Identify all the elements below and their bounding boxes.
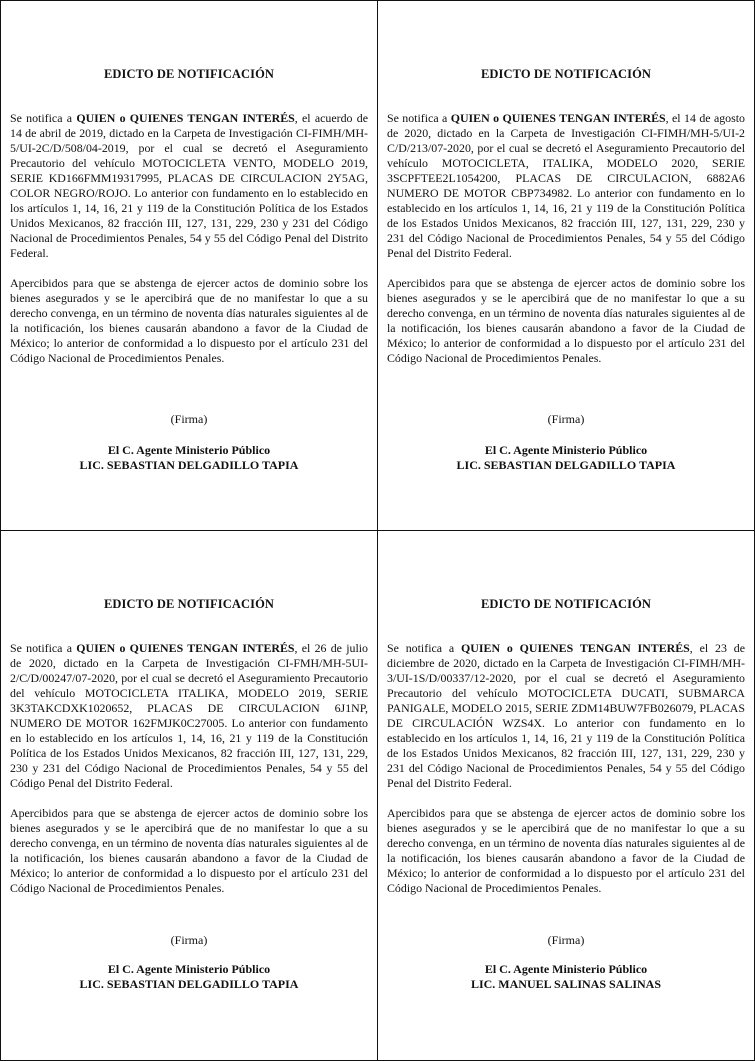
notice-body bbox=[387, 111, 745, 381]
notice-paragraph-2: Apercibidos para que se abstenga de ejercer actos de dominio sobre los bienes asegurados y se le apercibirá que de no manifestar lo que a su derecho convenga, en un término de noventa días naturales siguientes al de la notificación, los bienes causarán abandono a favor de la Ciudad de México; lo anterior de conformidad a lo dispuesto por el artículo 231 del Código Nacional de Procedimientos Penales. bbox=[387, 806, 745, 895]
notice-party: QUIEN o QUIENES TENGAN INTERÉS bbox=[76, 641, 295, 655]
notice-paragraph-1-text: , el acuerdo de 14 de abril de 2019, dictado en la Carpeta de Investigación CI-FIMH/MH-5/UI-2C/D/508/04-2019, por el cual se decretó el Aseguramiento Precautorio del vehículo MOTOCICLETA VENTO, MODELO 2019, SERIE KD166FMM19317995, PLACAS DE CIRCULACION 2Y5AG, COLOR NEGRO/ROJO. Lo anterior con fundamento en lo establecido en los artículos 1, 14, 16, 21 y 119 de la Constitución Política de los Estados Unidos Mexicanos, 82 fracción III, 127, 131, 229, 230 y 231 del Código Nacional de Procedimientos Penales, 54 y 55 del Código Penal del Distrito Federal. bbox=[10, 111, 369, 260]
notice-body bbox=[10, 111, 368, 381]
notice-paragraph-1 bbox=[387, 111, 745, 261]
notice-title: EDICTO DE NOTIFICACIÓN bbox=[103, 67, 275, 81]
notice-title: EDICTO DE NOTIFICACIÓN bbox=[103, 597, 275, 611]
notice-paragraph-1-text: , el 23 de diciembre de 2020, dictado en la Carpeta de Investigación CI-FIMH/MH-3/UI-1S/D/00337/12-2020, por el cual se decretó el Aseguramiento Precautorio del vehículo MOTOCICLETA DUCATI, SUBMARCA PANIGALE, MODELO 2015, SERIE ZDM14BUW7FB026079, PLACAS DE CIRCULACIÓN WZS4X. Lo anterior con fundamento en lo establecido en los artículos 1, 14, 16, 21 y 119 de la Constitución Política de los Estados Unidos Mexicanos, 82 fracción III, 127, 131, 229, 230 y 231 del Código Nacional de Procedimientos Penales, 54 y 55 del Código Penal del Distrito Federal. bbox=[387, 641, 746, 790]
agent-name: LIC. SEBASTIAN DELGADILLO TAPIA bbox=[79, 458, 299, 472]
signature-placeholder: (Firma) bbox=[547, 412, 585, 426]
notice-title: EDICTO DE NOTIFICACIÓN bbox=[480, 597, 652, 611]
agent-title: El C. Agente Ministerio Público bbox=[107, 962, 271, 976]
notice-party: QUIEN o QUIENES TENGAN INTERÉS bbox=[76, 111, 295, 125]
agent-name: LIC. SEBASTIAN DELGADILLO TAPIA bbox=[456, 458, 676, 472]
agent-name: LIC. SEBASTIAN DELGADILLO TAPIA bbox=[79, 977, 299, 991]
notice-party: QUIEN o QUIENES TENGAN INTERÉS bbox=[450, 111, 666, 125]
notice-intro: Se notifica a bbox=[10, 111, 77, 125]
notice-title: EDICTO DE NOTIFICACIÓN bbox=[480, 67, 652, 81]
signature-placeholder: (Firma) bbox=[170, 933, 208, 947]
notice-body bbox=[10, 641, 368, 911]
notice-paragraph-1 bbox=[10, 111, 368, 261]
notice-paragraph-1-text: , el 26 de julio de 2020, dictado en la Carpeta de Investigación CI-FMH/MH-5UI-2/C/D/00247/07-2020, por el cual se decretó el Aseguramiento Precautorio del vehículo MOTOCICLETA ITALIKA, MODELO 2019, SERIE 3K3TAKCDXK1020652, PLACAS DE CIRCULACION 6J1NP, NUMERO DE MOTOR 162FMJK0C27005. Lo anterior con fundamento en lo establecido en los artículos 1, 14, 16, 21 y 119 de la Constitución Política de los Estados Unidos Mexicanos, 82 fracción III, 127, 131, 229, 230 y 231 del Código Nacional de Procedimientos Penales, 54 y 55 del Código Penal del Distrito Federal. bbox=[10, 641, 368, 790]
agent-title: El C. Agente Ministerio Público bbox=[107, 443, 271, 457]
signature-placeholder: (Firma) bbox=[547, 933, 585, 947]
signature-placeholder: (Firma) bbox=[170, 412, 208, 426]
notice-paragraph-2: Apercibidos para que se abstenga de ejercer actos de dominio sobre los bienes asegurados y se le apercibirá que de no manifestar lo que a su derecho convenga, en un término de noventa días naturales siguientes al de la notificación, los bienes causarán abandono a favor de la Ciudad de México; lo anterior de conformidad a lo dispuesto por el artículo 231 del Código Nacional de Procedimientos Penales. bbox=[387, 276, 745, 365]
notice-intro: Se notifica a bbox=[387, 111, 451, 125]
notice-party: QUIEN o QUIENES TENGAN INTERÉS bbox=[461, 641, 690, 655]
agent-title: El C. Agente Ministerio Público bbox=[484, 962, 648, 976]
notice-body bbox=[387, 641, 745, 911]
notice-intro: Se notifica a bbox=[10, 641, 77, 655]
agent-title: El C. Agente Ministerio Público bbox=[484, 443, 648, 457]
agent-name: LIC. MANUEL SALINAS SALINAS bbox=[470, 977, 662, 991]
notice-intro: Se notifica a bbox=[387, 641, 462, 655]
notice-paragraph-2: Apercibidos para que se abstenga de ejercer actos de dominio sobre los bienes asegurados y se le apercibirá que de no manifestar lo que a su derecho convenga, en un término de noventa días naturales siguientes al de la notificación, los bienes causarán abandono a favor de la Ciudad de México; lo anterior de conformidad a lo dispuesto por el artículo 231 del Código Nacional de Procedimientos Penales. bbox=[10, 806, 368, 895]
notice-paragraph-2: Apercibidos para que se abstenga de ejercer actos de dominio sobre los bienes asegurados y se le apercibirá que de no manifestar lo que a su derecho convenga, en un término de noventa días naturales siguientes al de la notificación, los bienes causarán abandono a favor de la Ciudad de México; lo anterior de conformidad a lo dispuesto por el artículo 231 del Código Nacional de Procedimientos Penales. bbox=[10, 276, 368, 365]
notice-paragraph-1-text: , el 14 de agosto de 2020, dictado en la Carpeta de Investigación CI-FIMH/MH-5/UI-2 C/D/213/07-2020, por el cual se decretó el Aseguramiento Precautorio del vehículo MOTOCICLETA, ITALIKA, MODELO 2020, SERIE 3SCPFTEE2L1054200, PLACAS DE CIRCULACION, 6882A6 NUMERO DE MOTOR CBP734982. Lo anterior con fundamento en lo establecido en los artículos 1, 14, 16, 21 y 119 de la Constitución Política de los Estados Unidos Mexicanos, 82 fracción III, 127, 131, 229, 230 y 231 del Código Nacional de Procedimientos Penales, 54 y 55 del Código Penal del Distrito Federal. bbox=[387, 111, 745, 260]
notice-paragraph-1 bbox=[387, 641, 745, 791]
notice-paragraph-1 bbox=[10, 641, 368, 791]
